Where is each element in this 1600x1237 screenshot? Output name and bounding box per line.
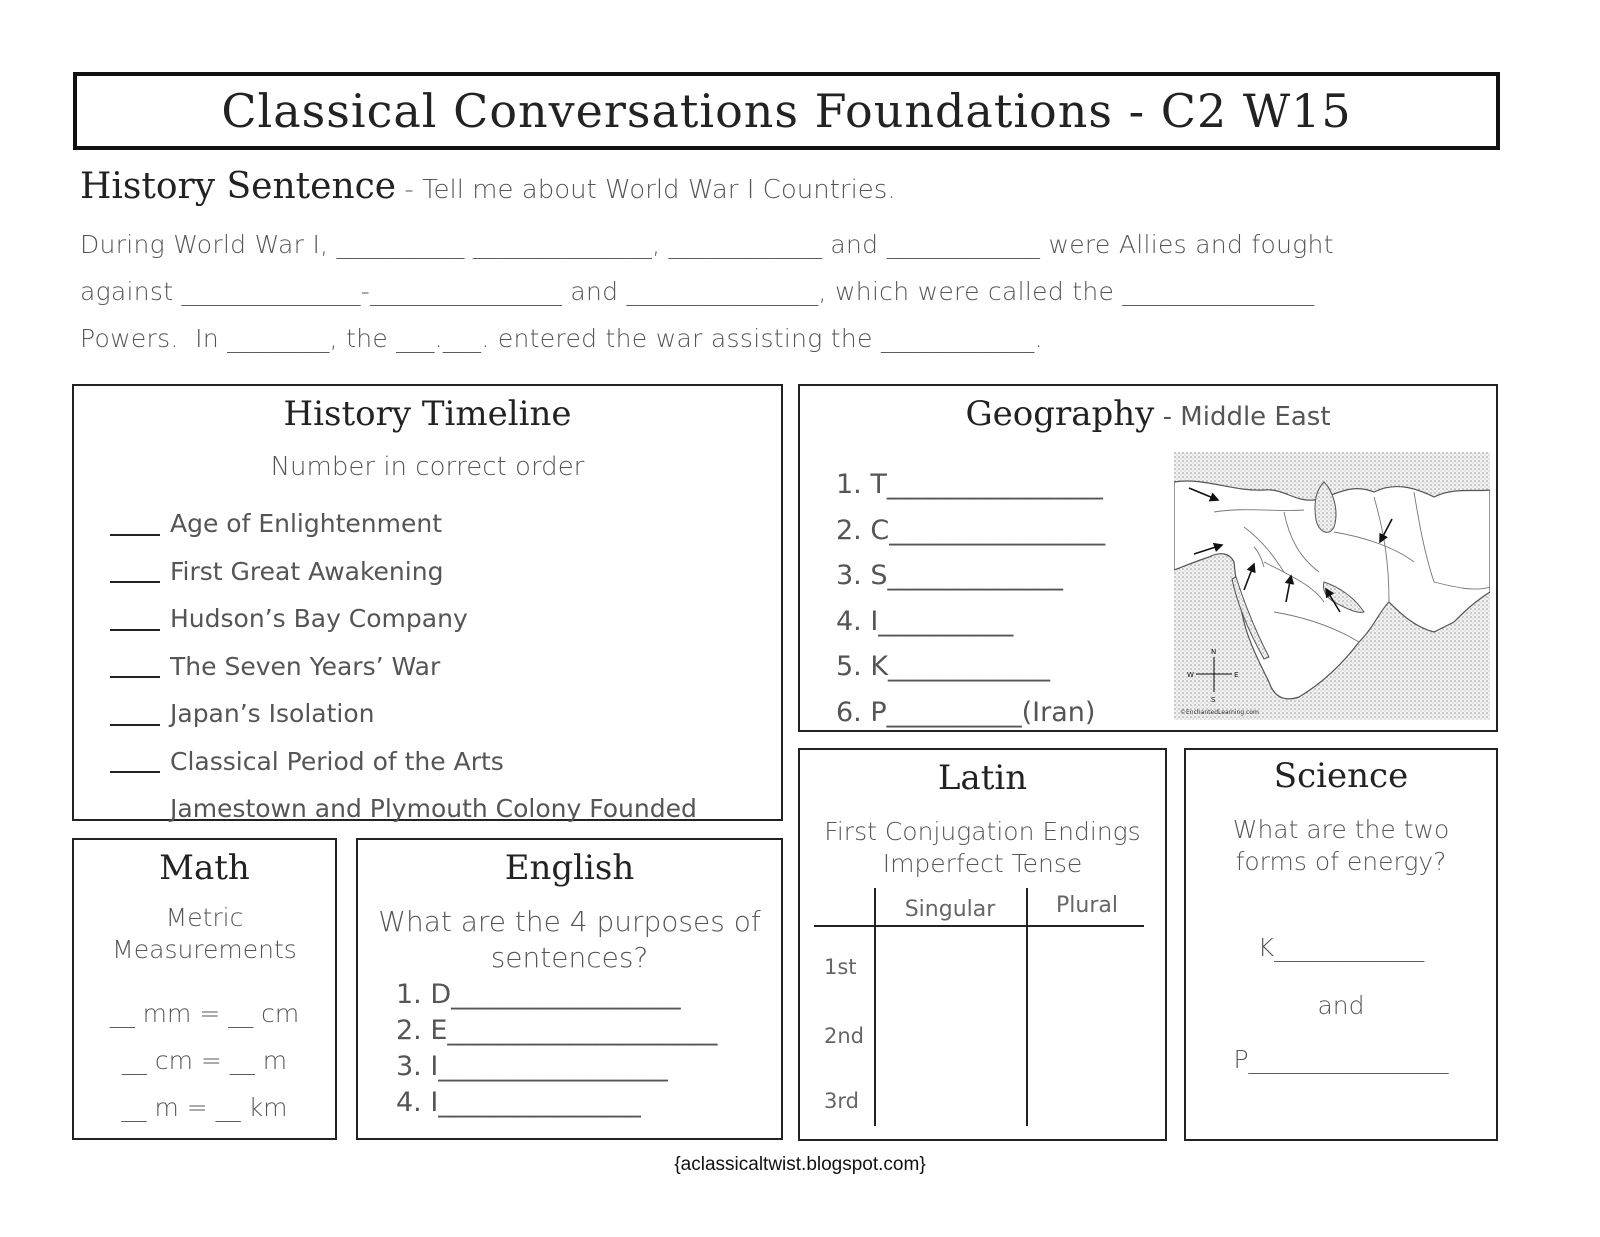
science-box xyxy=(1184,748,1498,1141)
list-item xyxy=(110,690,697,738)
latin-title: Latin xyxy=(937,758,1028,798)
science-question-2: forms of energy? xyxy=(1235,847,1447,876)
math-subtitle-2: Measurements xyxy=(112,935,297,964)
history-sentence-line-1: During World War I, __________ ______________, ____________ and ____________ were Allies and fought xyxy=(80,230,1334,259)
compass-south-label: S xyxy=(1211,696,1216,704)
geography-title-row xyxy=(800,394,1496,434)
timeline-subtitle: Number in correct order xyxy=(270,452,585,482)
science-question-1: What are the two xyxy=(1232,815,1450,844)
map-credit: ©EnchantedLearning.com xyxy=(1180,709,1259,716)
list-item xyxy=(110,595,697,643)
list-item xyxy=(110,643,697,691)
table-row-header: 2nd xyxy=(824,1024,865,1048)
title-box xyxy=(73,72,1500,150)
math-item-2: __ cm = __ m xyxy=(121,1046,288,1075)
answer-blank[interactable] xyxy=(110,654,160,678)
timeline-item-label: Age of Enlightenment xyxy=(170,509,442,539)
list-item: 2. E____________________ xyxy=(396,1014,718,1046)
timeline-item-label: Classical Period of the Arts xyxy=(170,746,504,776)
list-item: 5. K____________ xyxy=(836,651,1051,683)
list-item: 4. I_______________ xyxy=(396,1086,641,1118)
english-title: English xyxy=(504,848,635,888)
latin-box xyxy=(798,748,1167,1141)
list-item: 3. S_____________ xyxy=(836,560,1063,592)
answer-blank[interactable] xyxy=(110,607,160,631)
geography-box xyxy=(798,384,1498,732)
history-sentence-line-3: Powers. In ________, the ___.___. entered the war assisting the ____________. xyxy=(80,324,1043,353)
history-sentence-heading: History Sentence xyxy=(80,166,397,207)
timeline-item-label: First Great Awakening xyxy=(170,556,444,586)
history-timeline-box xyxy=(72,384,783,824)
latin-subtitle-2: Imperfect Tense xyxy=(882,849,1083,878)
compass-north-label: N xyxy=(1211,648,1217,656)
table-column-header: Plural xyxy=(1056,893,1118,918)
table-row-header: 1st xyxy=(824,955,857,979)
compass-west-label: W xyxy=(1187,671,1194,679)
list-item xyxy=(110,738,697,786)
english-question-2: sentences? xyxy=(490,941,649,974)
middle-east-map xyxy=(1174,452,1490,720)
timeline-item-label: Jamestown and Plymouth Colony Founded xyxy=(170,794,697,824)
math-subtitle-1: Metric xyxy=(165,903,244,932)
timeline-title: History Timeline xyxy=(283,394,572,434)
math-title: Math xyxy=(159,848,250,888)
math-box xyxy=(72,838,337,1140)
compass-east-label: E xyxy=(1234,671,1239,679)
math-item-1: __ mm = __ cm xyxy=(109,999,300,1028)
page-title: Classical Conversations Foundations - C2 W15 xyxy=(221,84,1352,138)
answer-blank[interactable] xyxy=(110,559,160,583)
science-title: Science xyxy=(1273,756,1409,796)
list-item: 6. P__________(Iran) xyxy=(836,696,1096,728)
list-item: 1. D_________________ xyxy=(396,978,681,1010)
footer-credit: {aclassicaltwist.blogspot.com} xyxy=(674,1154,926,1175)
timeline-item-label: Hudson’s Bay Company xyxy=(170,604,468,634)
science-answer-2: P________________ xyxy=(1233,1045,1449,1074)
answer-blank[interactable] xyxy=(110,797,160,821)
list-item: 1. T________________ xyxy=(836,469,1103,501)
list-item: 2. C________________ xyxy=(836,514,1106,546)
table-column-header: Singular xyxy=(904,897,996,922)
latin-subtitle-1: First Conjugation Endings xyxy=(824,817,1141,846)
list-item xyxy=(110,500,697,548)
english-box xyxy=(356,838,783,1140)
science-answer-1: K____________ xyxy=(1257,933,1425,962)
answer-blank[interactable] xyxy=(110,512,160,536)
geography-list xyxy=(836,462,1105,735)
timeline-list xyxy=(110,500,697,833)
math-item-3: __ m = __ km xyxy=(121,1093,288,1122)
geography-subtitle: - Middle East xyxy=(1154,402,1331,432)
timeline-item-label: Japan’s Isolation xyxy=(170,699,375,729)
list-item: 3. I_________________ xyxy=(396,1050,668,1082)
english-list xyxy=(396,976,717,1120)
timeline-item-label: The Seven Years’ War xyxy=(170,651,441,681)
science-connector: and xyxy=(1317,991,1365,1020)
list-item xyxy=(110,785,697,833)
answer-blank[interactable] xyxy=(110,702,160,726)
english-question-1: What are the 4 purposes of xyxy=(378,905,761,938)
history-sentence-line-2: against ______________-_______________ and _______________, which were called the _______________ xyxy=(80,277,1315,306)
history-sentence-prompt: - Tell me about World War I Countries. xyxy=(396,175,896,205)
list-item xyxy=(110,548,697,596)
latin-conjugation-table xyxy=(800,750,1165,1139)
list-item: 4. I__________ xyxy=(836,605,1014,637)
answer-blank[interactable] xyxy=(110,749,160,773)
geography-title: Geography xyxy=(965,394,1155,434)
table-row-header: 3rd xyxy=(824,1089,859,1113)
history-sentence-heading-row xyxy=(80,166,896,207)
